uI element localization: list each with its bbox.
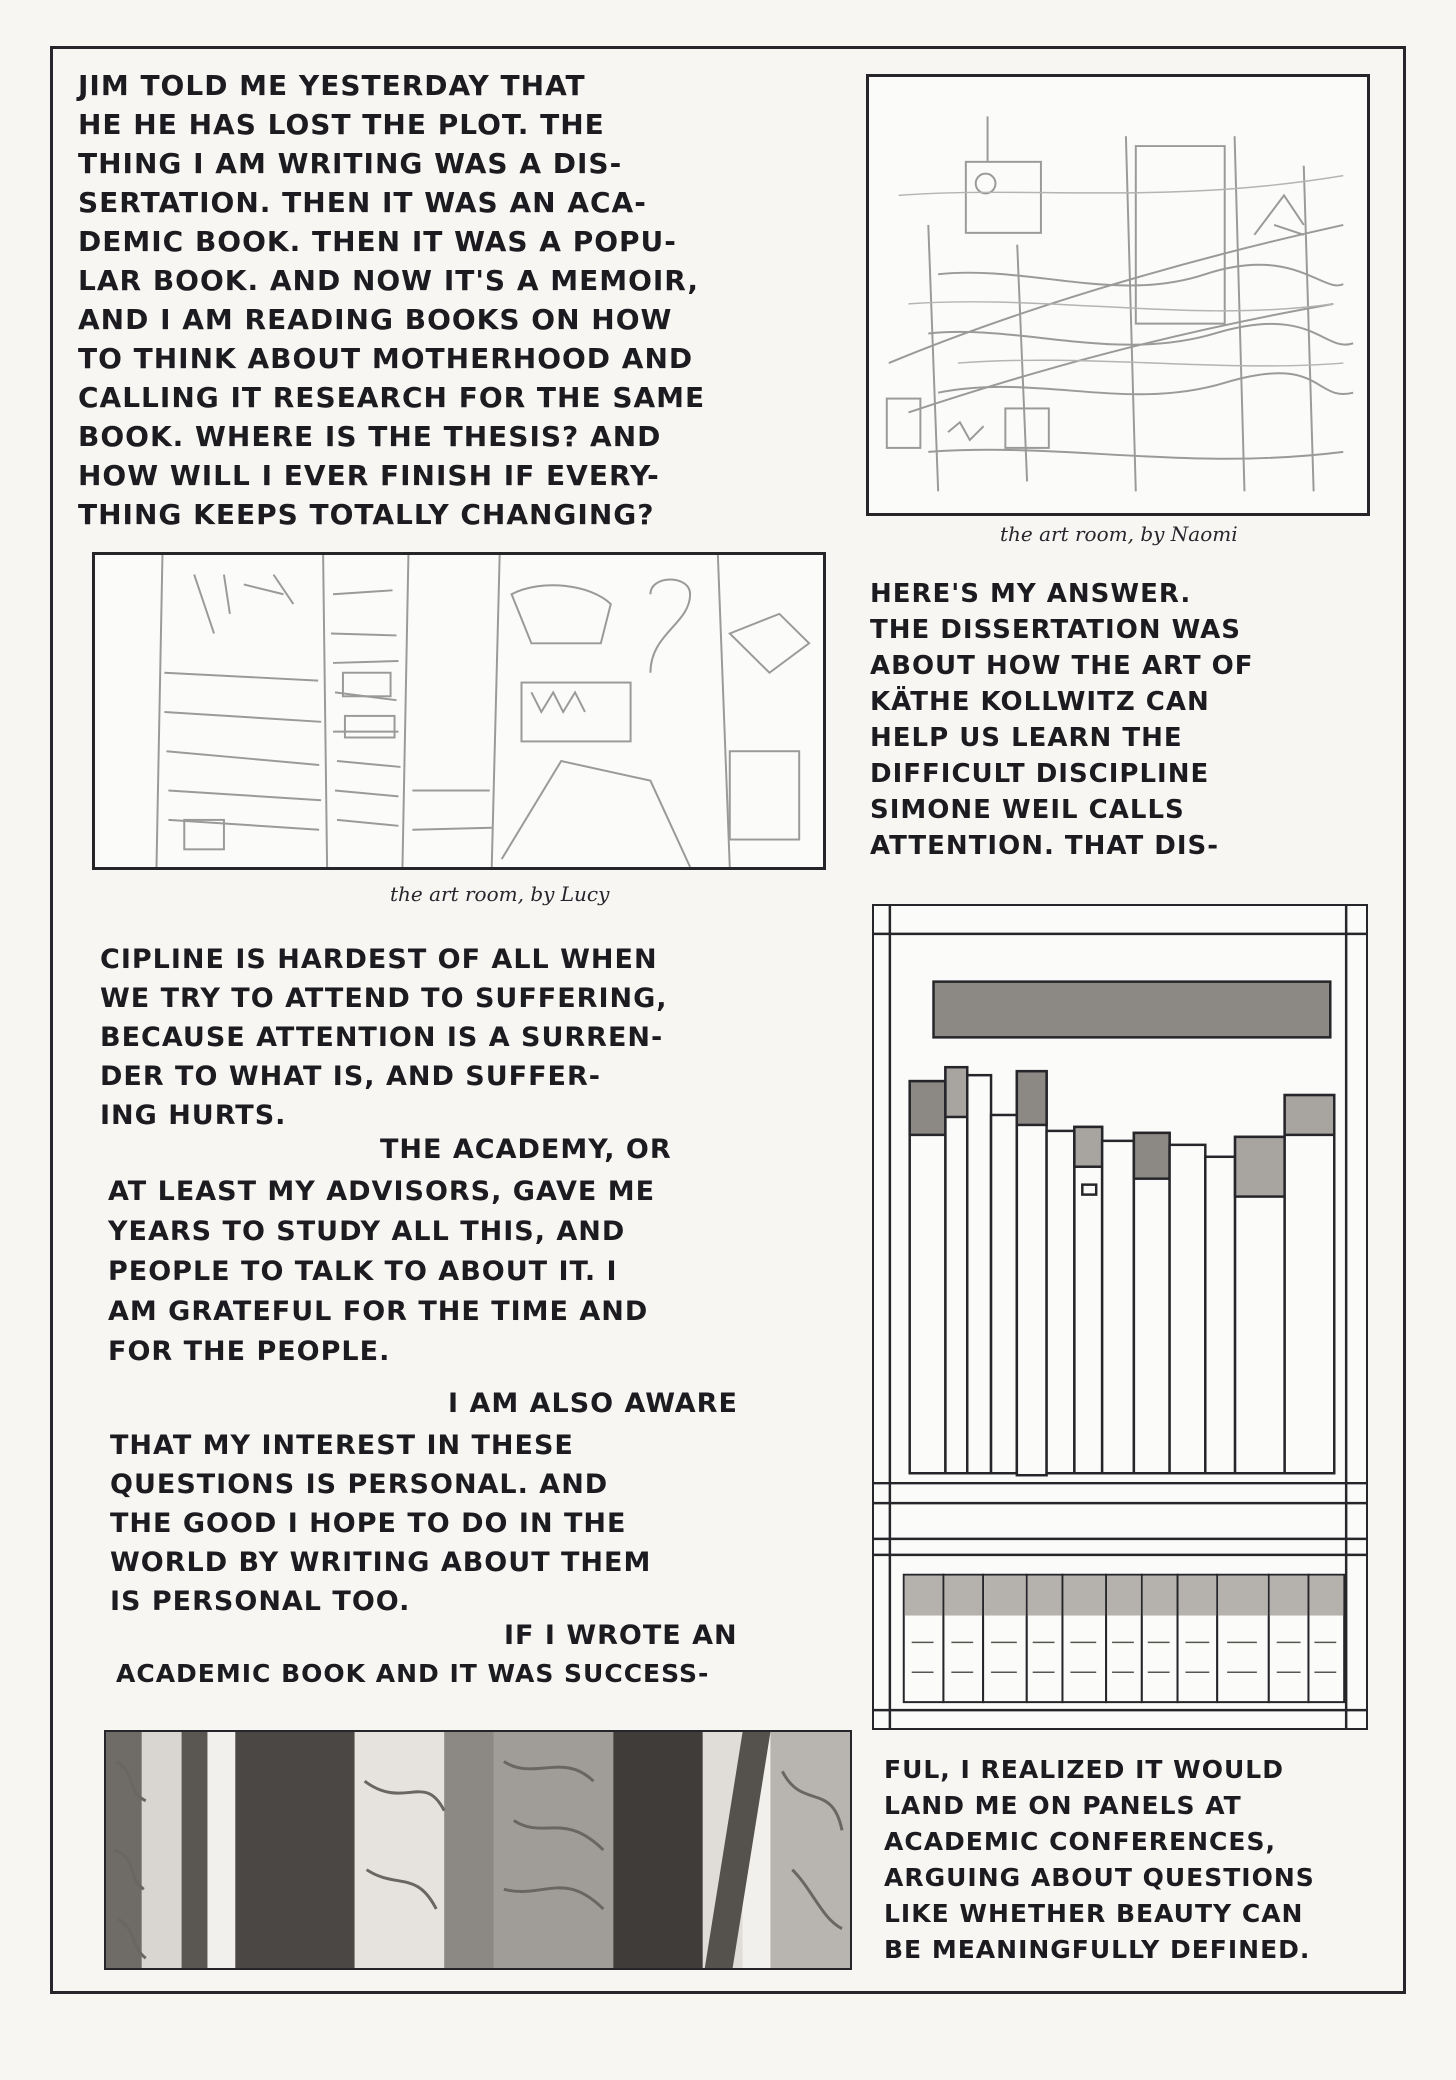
- paragraph-if-i-wrote: IF I WROTE AN: [504, 1620, 738, 1651]
- pencil-drawing-lucy: [95, 555, 823, 867]
- drawing-bookshelf: [872, 904, 1368, 1730]
- pencil-drawing-naomi: [869, 77, 1367, 513]
- ink-bookshelf: [874, 906, 1366, 1728]
- ink-wash-painting: [104, 1730, 852, 1970]
- paragraph-also-aware: I AM ALSO AWARE: [448, 1388, 738, 1419]
- paragraph-academic-book: ACADEMIC BOOK AND IT WAS SUCCESS-: [116, 1659, 710, 1688]
- paragraph-panels: FUL, I REALIZED IT WOULD LAND ME ON PANELS AT ACADEMIC CONFERENCES, ARGUING ABOUT QUESTIONS LIKE WHETHER BEAUTY CAN BE MEANINGFULLY DEFINED.: [884, 1755, 1315, 1964]
- paragraph-interest: THAT MY INTEREST IN THESE QUESTIONS IS PERSONAL. AND THE GOOD I HOPE TO DO IN THE WORLD BY WRITING ABOUT THEM IS PERSONAL TOO.: [110, 1430, 652, 1617]
- paragraph-academy: THE ACADEMY, OR: [380, 1134, 672, 1165]
- caption-lucy: the art room, by Lucy: [390, 882, 610, 906]
- paragraph-discipline: CIPLINE IS HARDEST OF ALL WHEN WE TRY TO ATTEND TO SUFFERING, BECAUSE ATTENTION IS A SURREN- DER TO WHAT IS, AND SUFFER- ING HURTS.: [100, 944, 668, 1131]
- paragraph-advisors: AT LEAST MY ADVISORS, GAVE ME YEARS TO STUDY ALL THIS, AND PEOPLE TO TALK TO ABOUT IT. I AM GRATEFUL FOR THE TIME AND FOR THE PEOPLE.: [108, 1176, 656, 1367]
- caption-naomi: the art room, by Naomi: [1000, 522, 1238, 546]
- paragraph-my-answer: HERE'S MY ANSWER. THE DISSERTATION WAS ABOUT HOW THE ART OF KÄTHE KOLLWITZ CAN HELP US LEARN THE DIFFICULT DISCIPLINE SIMONE WEIL CALLS ATTENTION. THAT DIS-: [870, 579, 1254, 861]
- ink-wash-bands: [106, 1732, 850, 1968]
- sketch-art-room-naomi: [866, 74, 1370, 516]
- paragraph-lost-the-plot: JIM TOLD ME YESTERDAY THAT HE HE HAS LOST THE PLOT. THE THING I AM WRITING WAS A DIS- SERTATION. THEN IT WAS AN ACA- DEMIC BOOK. THEN IT WAS A POPU- LAR BOOK. AND NOW IT'S A MEMOIR, AND I AM READING BOOKS ON HOW TO THINK ABOUT MOTHERHOOD AND CALLING IT RESEARCH FOR THE SAME BOOK. WHERE IS THE THESIS? AND HOW WILL I EVER FINISH IF EVERY- THING KEEPS TOTALLY CHANGING?: [78, 69, 706, 531]
- sketch-art-room-lucy: [92, 552, 826, 870]
